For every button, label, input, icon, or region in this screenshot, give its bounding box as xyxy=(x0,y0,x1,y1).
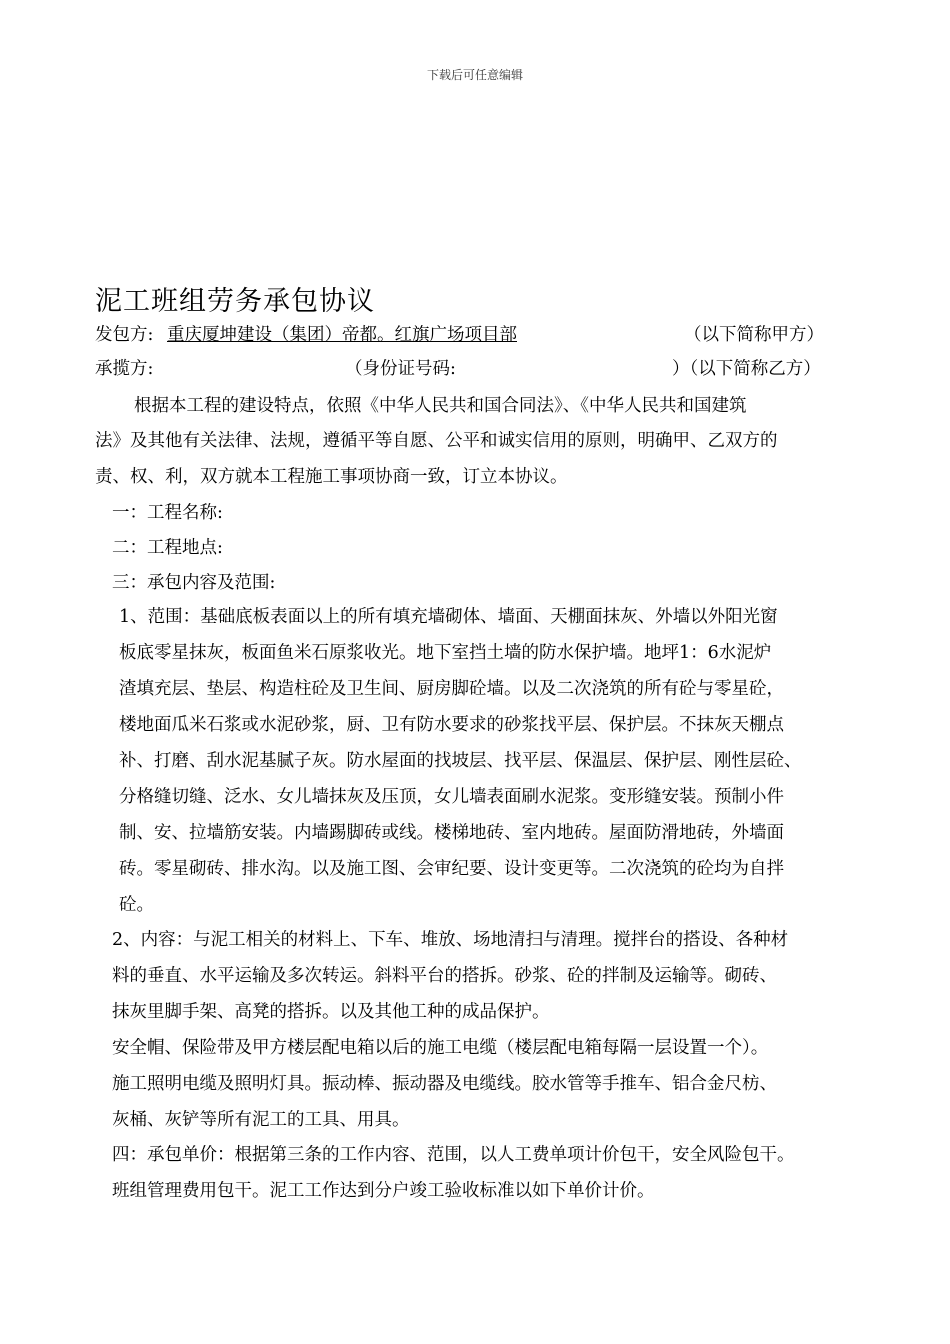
equipment-line: 施工照明电缆及照明灯具。振动棒、振动器及电缆线。胶水管等手推车、铝合金尺枋、 xyxy=(112,1074,777,1094)
scope-line: 楼地面瓜米石浆或水泥砂浆，厨、卫有防水要求的砂浆找平层、保护层。不抹灰天棚点 xyxy=(119,715,784,735)
header-note: 下载后可任意编辑 xyxy=(426,68,523,82)
preamble-line: 法》及其他有关法律、法规，遵循平等自愿、公平和诚实信用的原则，明确甲、乙双方的 xyxy=(95,431,778,451)
party-a-suffix: （以下简称甲方） xyxy=(684,325,824,345)
equipment-line: 灰桶、灰铲等所有泥工的工具、用具。 xyxy=(112,1110,410,1130)
scope-line: 制、安、拉墙筋安装。内墙踢脚砖或线。楼梯地砖、室内地砖。屋面防滑地砖，外墙面 xyxy=(119,823,784,843)
scope-line: 分格缝切缝、泛水、女儿墙抹灰及压顶，女儿墙表面刷水泥浆。变形缝安装。预制小件 xyxy=(119,787,784,807)
document-title: 泥工班组劳务承包协议 xyxy=(95,286,375,317)
scope-line: 渣填充层、垫层、构造柱砼及卫生间、厨房脚砼墙。以及二次浇筑的所有砼与零星砼， xyxy=(119,679,784,699)
scope-line: 砼。 xyxy=(119,895,154,915)
party-a-label: 发包方: xyxy=(95,325,154,345)
content-line: 抹灰里脚手架、高凳的搭拆。以及其他工种的成品保护。 xyxy=(112,1002,550,1022)
party-b-id-label: （身份证号码: xyxy=(345,359,456,379)
scope-line: 补、打磨、刮水泥基腻子灰。防水屋面的找坡层、找平层、保温层、保护层、刚性层砼、 xyxy=(119,751,802,771)
equipment-line: 安全帽、保险带及甲方楼层配电箱以后的施工电缆（楼层配电箱每隔一层设置一个）。 xyxy=(112,1038,769,1058)
scope-line: 1、范围：基础底板表面以上的所有填充墙砌体、墙面、天棚面抹灰、外墙以外阳光窗 xyxy=(119,607,778,627)
unit-price-line: 班组管理费用包干。泥工工作达到分户竣工验收标准以如下单价计价。 xyxy=(112,1181,655,1201)
scope-line: 板底零星抹灰，板面鱼米石原浆收光。地下室挡土墙的防水保护墙。地坪1：6水泥炉 xyxy=(119,643,772,663)
content-line: 料的垂直、水平运输及多次转运。斜料平台的搭拆。砂浆、砼的拌制及运输等。砌砖、 xyxy=(112,966,777,986)
section-project-location: 二：工程地点: xyxy=(112,538,223,558)
party-b-label: 承揽方: xyxy=(95,359,154,379)
party-a-value: 重庆厦坤建设（集团）帝都。红旗广场项目部 xyxy=(167,325,517,345)
scope-line: 砖。零星砌砖、排水沟。以及施工图、会审纪要、设计变更等。二次浇筑的砼均为自拌 xyxy=(119,859,784,879)
section-scope: 三：承包内容及范围: xyxy=(112,573,276,593)
unit-price-line: 四：承包单价：根据第三条的工作内容、范围，以人工费单项计价包干，安全风险包干。 xyxy=(112,1145,795,1165)
preamble-line: 责、权、利，双方就本工程施工事项协商一致，订立本协议。 xyxy=(95,467,568,487)
preamble-line: 根据本工程的建设特点，依照《中华人民共和国合同法》、《中华人民共和国建筑 xyxy=(134,396,747,416)
section-project-name: 一：工程名称: xyxy=(112,503,223,523)
content-line: 2、内容：与泥工相关的材料上、下车、堆放、场地清扫与清理。搅拌台的搭设、各种材 xyxy=(112,930,789,950)
party-b-suffix: ）（以下简称乙方） xyxy=(672,359,821,379)
